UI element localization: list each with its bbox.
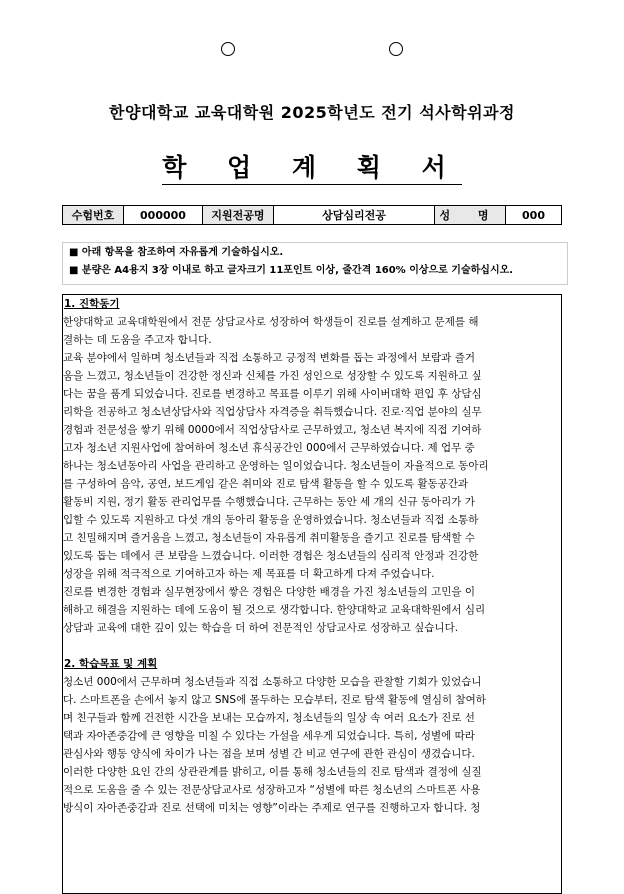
text-line: 있도록 돕는 데에서 큰 보람을 느꼈습니다. 이러한 경험은 청소년들의 심리적 안정과 건강한 — [63, 550, 479, 562]
spacer — [63, 637, 561, 655]
text-line: 결하는 데 도움을 주고자 합니다. — [63, 334, 212, 346]
text-line: 성장을 위해 적극적으로 기여하고자 하는 제 목표를 더 확고하게 다져 주었습니다. — [63, 568, 435, 580]
text-line: 상담과 교육에 대한 깊이 있는 학습을 더 하여 전문적인 상담교사로 성장하고 싶습니다. — [63, 622, 459, 634]
circle-mark-right — [389, 42, 403, 56]
plan-content-box — [62, 294, 562, 894]
section-1-title: 1. 진학동기 — [64, 298, 120, 310]
section-2-title: 2. 학습목표 및 계획 — [64, 658, 158, 670]
instruction-2: ■ 분량은 A4용지 3장 이내로 하고 글자크기 11포인트 이상, 줄간격 160% 이상으로 기술하십시오. — [69, 265, 514, 276]
major-value: 상담심리전공 — [274, 206, 435, 225]
text-line: 관심사와 행동 양식에 차이가 나는 점을 보며 성별 간 비교 연구에 관한 관심이 생겼습니다. — [63, 748, 475, 760]
text-line: 활동비 지원, 정기 활동 관리업무를 수행했습니다. 근무하는 동안 세 개의 신규 동아리가 가 — [63, 496, 475, 508]
name-label: 성 명 — [435, 206, 506, 225]
major-label: 지원전공명 — [203, 206, 274, 225]
text-line: 다는 꿈을 품게 되었습니다. 진로를 변경하고 목표를 이루기 위해 사이버대학 편입 후 상담심 — [63, 388, 482, 400]
text-line: 적으로 도움을 줄 수 있는 전문상담교사로 성장하고자 “성별에 따른 청소년의 스마트폰 사용 — [63, 784, 481, 796]
text-line: 하나는 청소년동아리 사업을 관리하고 운영하는 일이었습니다. 청소년들이 자율적으로 동아리 — [63, 460, 489, 472]
text-line: 택과 자아존중감에 큰 영향을 미칠 수 있다는 가설을 세우게 되었습니다. 특히, 성별에 따라 — [63, 730, 475, 742]
text-line: 를 구성하여 음악, 공연, 보드게임 같은 취미와 진로 탐색 활동을 할 수 있도록 활동공간과 — [63, 478, 469, 490]
section-2-body — [63, 673, 561, 817]
instructions-box — [62, 242, 568, 285]
instruction-1: ■ 아래 항목을 참조하여 자유롭게 기술하십시오. — [69, 247, 284, 258]
text-line: 움을 느꼈고, 청소년들이 건강한 정신과 신체를 가진 성인으로 성장할 수 있도록 지원하고 싶 — [63, 370, 482, 382]
applicant-info-table — [62, 205, 562, 225]
text-line: 고 친밀해지며 즐거움을 느꼈고, 청소년들이 자유롭게 취미활동을 즐기고 진로를 탐색할 수 — [63, 532, 476, 544]
text-line: 한양대학교 교육대학원에서 전문 상담교사로 성장하여 학생들이 진로를 설계하고 문제를 해 — [63, 316, 479, 328]
name-value: 000 — [506, 206, 562, 225]
exam-no-value: 000000 — [124, 206, 203, 225]
text-line: 입할 수 있도록 지원하고 다섯 개의 동아리 활동을 운영하였습니다. 청소년들과 직접 소통하 — [63, 514, 479, 526]
text-line: 해하고 해결을 지원하는 데에 도움이 될 것으로 생각합니다. 한양대학교 교육대학원에서 심리 — [63, 604, 486, 616]
section-1-body — [63, 313, 561, 637]
text-line: 방식이 자아존중감과 진로 선택에 미치는 영향”이라는 주제로 연구를 진행하고자 합니다. 청 — [63, 802, 481, 814]
text-line: 진로를 변경한 경험과 실무현장에서 쌓은 경험은 다양한 배경을 가진 청소년들의 고민을 이 — [63, 586, 476, 598]
circle-mark-left — [221, 42, 235, 56]
text-line: 다. 스마트폰을 손에서 놓지 않고 SNS에 몰두하는 모습부터, 진로 탐색 활동에 열심히 참여하 — [63, 694, 486, 706]
text-line: 며 친구들과 함께 건전한 시간을 보내는 모습까지, 청소년들의 일상 속 여러 요소가 진로 선 — [63, 712, 475, 724]
text-line: 고자 청소년 지원사업에 참여하여 청소년 휴식공간인 000에서 근무하였습니다. 제 업무 중 — [63, 442, 475, 454]
document-title: 학 업 계 획 서 — [0, 148, 624, 184]
text-line: 청소년 000에서 근무하며 청소년들과 직접 소통하고 다양한 모습을 관찰할 기회가 있었습니 — [63, 676, 482, 688]
text-line: 경험과 전문성을 쌓기 위해 0000에서 직업상담사로 근무하였고, 청소년 복지에 직접 기여하 — [63, 424, 482, 436]
text-line: 리학을 전공하고 청소년상담사와 직업상담사 자격증을 취득했습니다. 진로·직업 분야의 실무 — [63, 406, 482, 418]
exam-no-label: 수험번호 — [63, 206, 124, 225]
text-line: 이러한 다양한 요인 간의 상관관계를 밝히고, 이를 통해 청소년들의 진로 탐색과 결정에 실질 — [63, 766, 482, 778]
page-title: 한양대학교 교육대학원 2025학년도 전기 석사학위과정 — [109, 103, 515, 122]
text-line: 교육 분야에서 일하며 청소년들과 직접 소통하고 긍정적 변화를 돕는 과정에서 보람과 즐거 — [63, 352, 476, 364]
